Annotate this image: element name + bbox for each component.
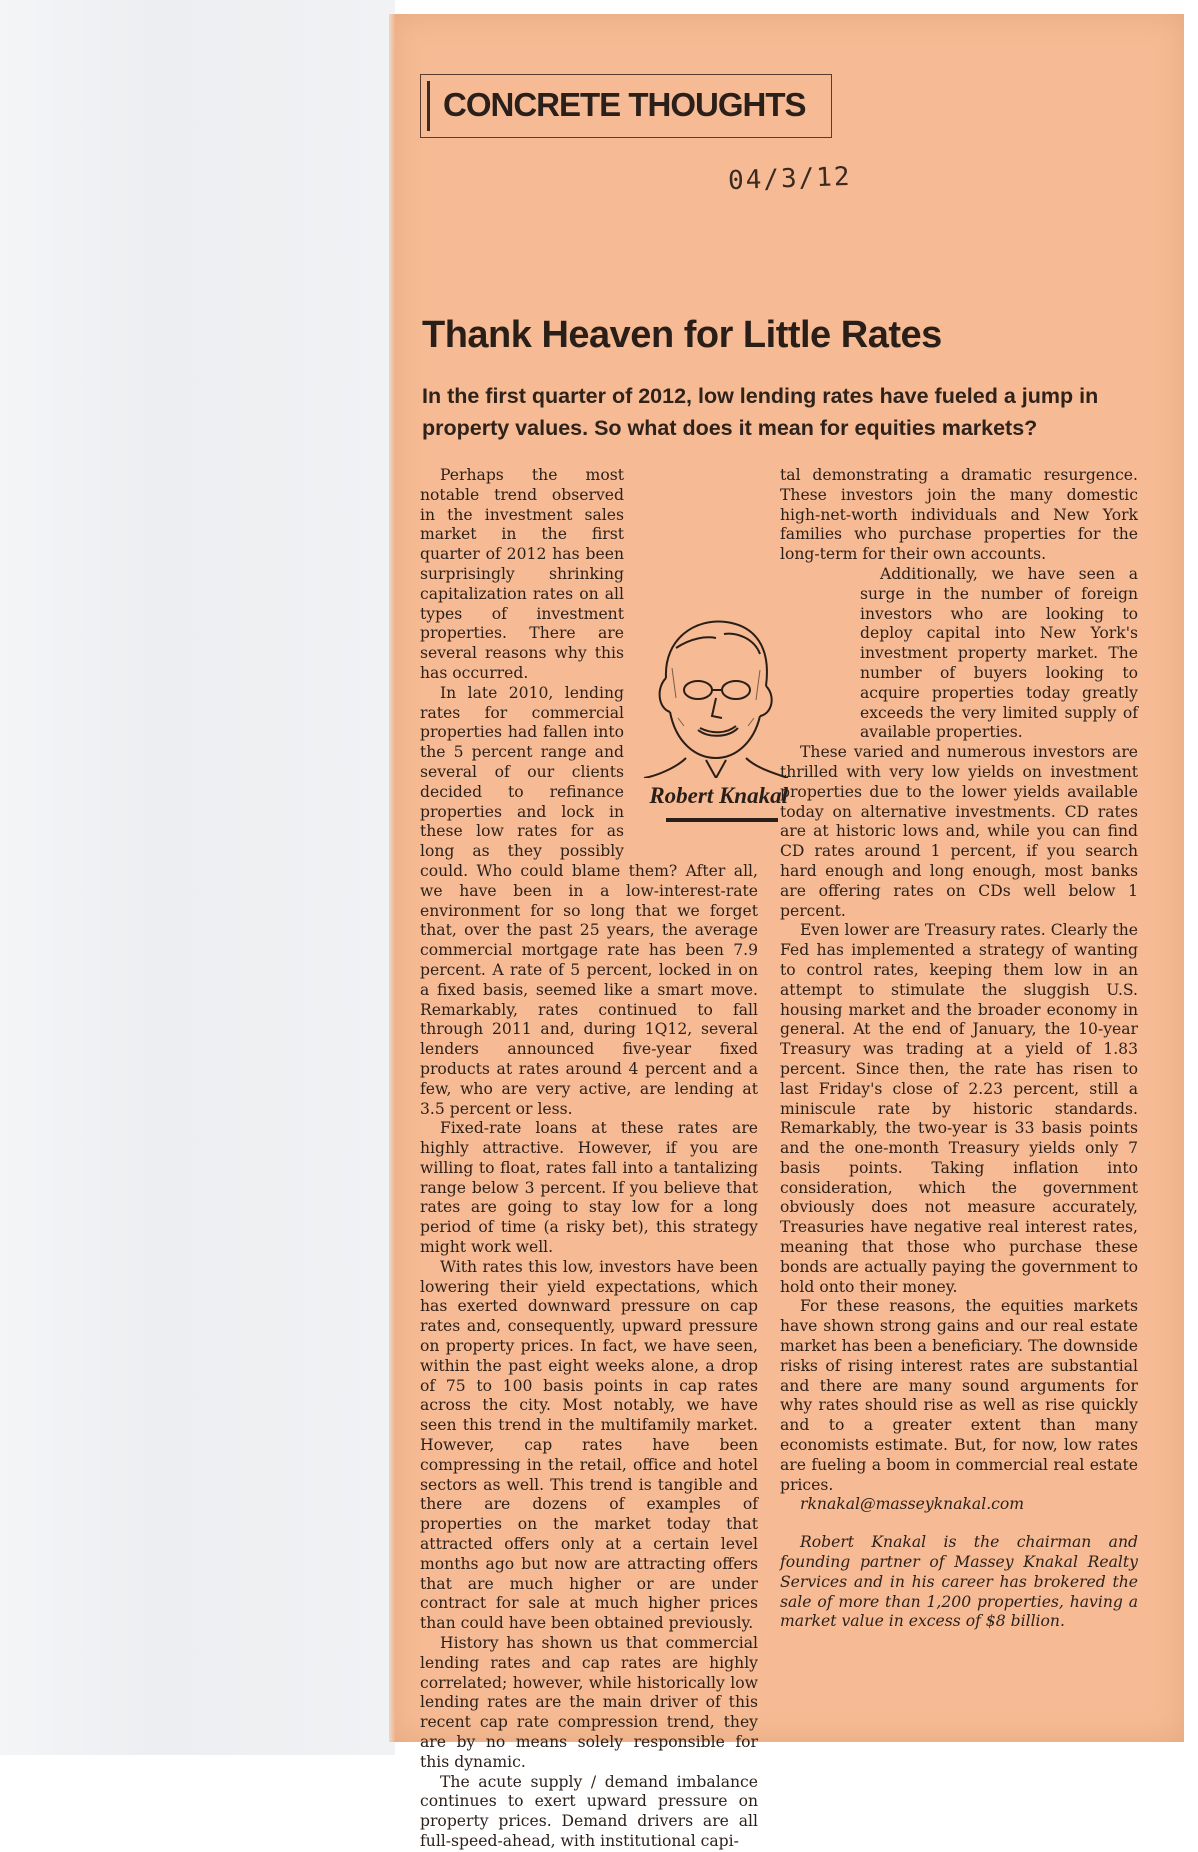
- section-label: CONCRETE THOUGHTS: [443, 86, 806, 123]
- section-header-box: [420, 74, 832, 138]
- section-rule: [427, 81, 430, 131]
- right-column: [780, 466, 1138, 1632]
- author-bio: Robert Knakal is the chairman and founding partner of Massey Knakal Realty Services and in his career has brokered the sale of more than 1,200 properties, having a market value in excess of $8 billion.: [780, 1533, 1138, 1631]
- paragraph: tal demonstrating a dramatic resurgence. These investors join the many domestic high-net-worth individuals and New York families who purchase properties for the long-term for their own accounts.: [780, 466, 1138, 564]
- paragraph: Additionally, we have seen a surge in the number of foreign investors who are looking to deploy capital into New York's investment property market. The number of buyers looking to acquire properties today greatly exceeds the very limited supply of available properties.: [860, 564, 1138, 742]
- paragraph: Perhaps the most notable trend observed in the investment sales market in the first quarter of 2012 has been surprisingly shrinking capitalization rates on all types of investment properties. There are several reasons why this has occurred.: [420, 466, 624, 682]
- paragraph: Fixed-rate loans at these rates are highly attractive. However, if you are willing to float, rates fall into a tantalizing range below 3 percent. If you believe that rates are going to stay low for a long period of time (a risky bet), this strategy might work well.: [420, 1119, 758, 1257]
- paragraph: With rates this low, investors have been lowering their yield expectations, which has exerted downward pressure on cap rates and, consequently, upward pressure on property prices. In fact, we have seen, within the past eight weeks alone, a drop of 75 to 100 basis points in cap rates across the city. Most notably, we have seen this trend in the multifamily market. However, cap rates have been compressing in the retail, office and hotel sectors as well. This trend is tangible and there are dozens of examples of properties on the market today that attracted offers only at a certain level months ago but now are attracting offers that are much higher or are under contract for sale at much higher prices than could have been obtained previously.: [420, 1257, 758, 1633]
- author-portrait-sketch: [636, 608, 788, 778]
- paragraph: The acute supply / demand imbalance continues to exert upward pressure on property prices. Demand drivers are all full-speed-ahead, with institutional capi-: [420, 1772, 758, 1850]
- newspaper-clipping: [392, 14, 1184, 1850]
- handwritten-date: 04/3/12: [727, 161, 853, 197]
- scan-margin: [0, 0, 395, 1755]
- author-byline: Robert Knakal: [649, 783, 788, 808]
- headline: Thank Heaven for Little Rates: [422, 314, 942, 356]
- paragraph: In late 2010, lending rates for commercial properties had fallen into the 5 percent range and several of our clients decided to refinance properties and lock in these low rates for as long as they possibly could. Who could blame them? After all, we have been in a low-interest-rate environment for so long that we forget that, over the past 25 years, the average commercial mortgage rate has been 7.9 percent. A rate of 5 percent, locked in on a fixed basis, seemed like a smart move. Remarkably, rates continued to fall through 2011 and, during 1Q12, several lenders announced five-year fixed products at rates around 4 percent and a few, who are very active, are lending at 3.5 percent or less.: [420, 683, 758, 1118]
- subheadline: In the first quarter of 2012, low lending rates have fueled a jump in property values. So what does it mean for equities markets?: [422, 384, 1099, 440]
- paragraph: These varied and numerous investors are thrilled with very low yields on investment properties due to the lower yields available today on alternative investments. CD rates are at historic lows and, while you can find CD rates around 1 percent, if you search hard enough and long enough, most banks are offering rates on CDs well below 1 percent.: [780, 743, 1138, 920]
- byline-rule: [666, 818, 778, 822]
- paragraph: Even lower are Treasury rates. Clearly the Fed has implemented a strategy of wanting to control rates, keeping them low in an attempt to stimulate the sluggish U.S. housing market and the broader economy in general. At the end of January, the 10-year Treasury was trading at a yield of 1.83 percent. Since then, the rate has risen to last Friday's close of 2.23 percent, still a miniscule rate by historic standards. Remarkably, the two-year is 33 basis points and the one-month Treasury yields only 7 basis points. Taking inflation into consideration, which the government obviously does not measure accurately, Treasuries have negative real interest rates, meaning that those who purchase these bonds are actually paying the government to hold onto their money.: [780, 921, 1138, 1296]
- author-portrait-block: [636, 608, 788, 846]
- left-column: [420, 466, 788, 1852]
- author-email: rknakal@masseyknakal.com: [800, 1495, 1025, 1514]
- paragraph: For these reasons, the equities markets have shown strong gains and our real estate market has been a beneficiary. The downside risks of rising interest rates are substantial and there are many sound arguments for why rates should rise as well as rise quickly and to a greater extent than many economists estimate. But, for now, low rates are fueling a boom in commercial real estate prices.: [780, 1297, 1138, 1494]
- paragraph: History has shown us that commercial lending rates and cap rates are highly correlated; however, while historically low lending rates are the main driver of this recent cap rate compression trend, they are by no means solely responsible for this dynamic.: [420, 1634, 758, 1771]
